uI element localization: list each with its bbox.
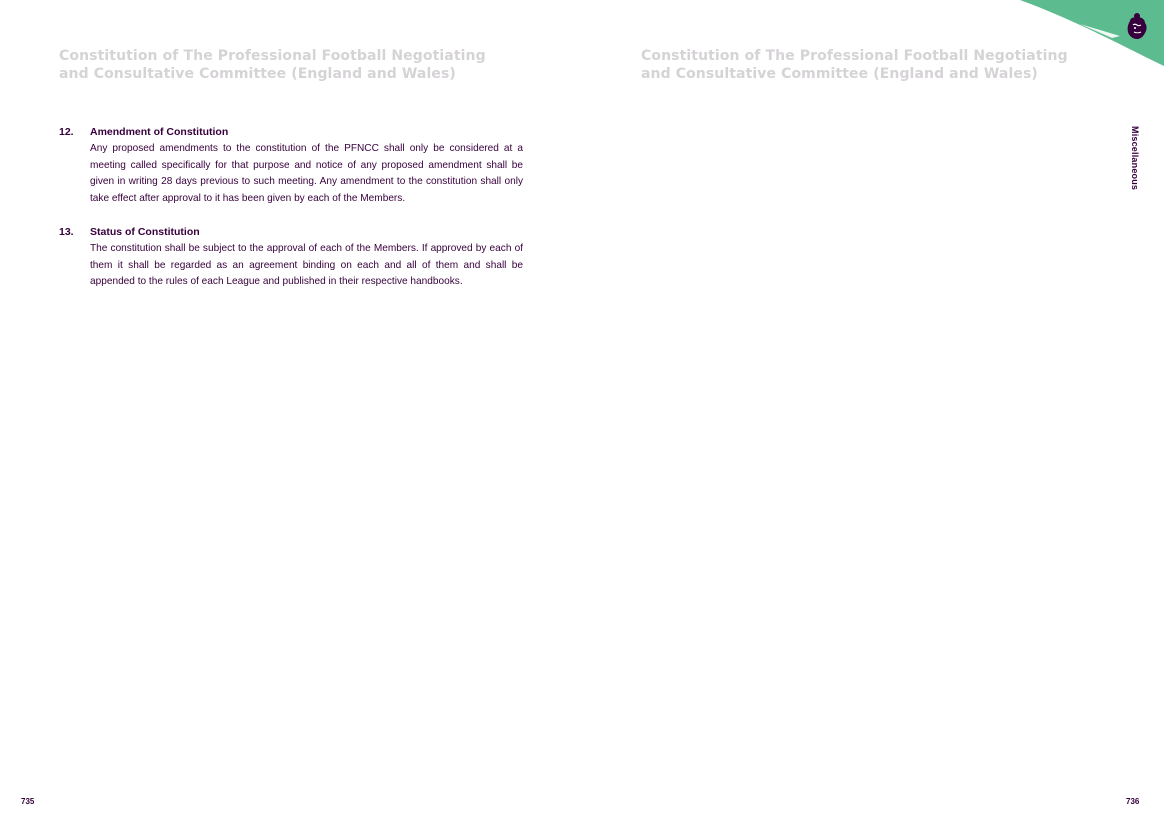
page-number-left: 735 (21, 797, 35, 806)
clause-text: Any proposed amendments to the constitution of the PFNCC shall only be considered at a meeting called specifically for that purpose and notice of any proposed amendment shall be given in writing 28 days previous to such meeting. Any amendment to the constitution shall only take effect after approval to it has been given by each of the Members. (90, 142, 523, 205)
document-content (59, 124, 523, 307)
clause-number: 12. (59, 126, 74, 138)
section-tab: Miscellaneous (1130, 126, 1140, 191)
premier-league-lion-icon (1124, 11, 1150, 41)
page-number-right: 736 (1126, 797, 1140, 806)
running-header-left: Constitution of The Professional Football Negotiating and Consultative Committee (England and Wales) (59, 48, 486, 82)
clause-text: The constitution shall be subject to the approval of each of the Members. If approved by each of them it shall be regarded as an agreement binding on each and all of them and shall be appended to the rules of each League and published in their respective handbooks. (90, 242, 523, 288)
clause-title: Status of Constitution (90, 225, 200, 238)
clause-12 (59, 124, 523, 208)
clause-13 (59, 224, 523, 291)
clause-number: 13. (59, 225, 74, 238)
running-header-right: Constitution of The Professional Football Negotiating and Consultative Committee (England and Wales) (641, 48, 1068, 82)
clause-title: Amendment of Constitution (90, 126, 229, 138)
